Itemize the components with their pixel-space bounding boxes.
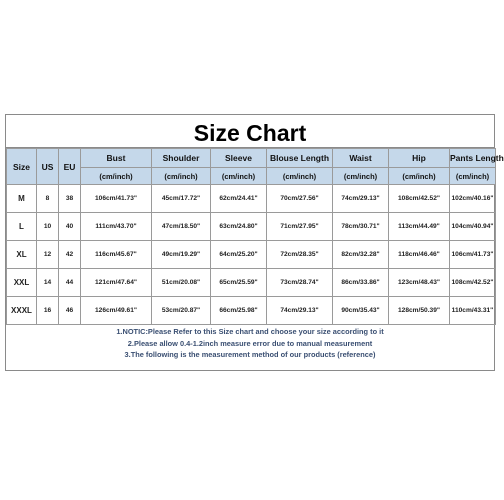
table-cell: 106cm/41.73" (81, 185, 152, 213)
size-cell: XL (7, 241, 37, 269)
table-body (7, 185, 496, 325)
table-cell: 111cm/43.70" (81, 213, 152, 241)
table-cell: 44 (59, 269, 81, 297)
table-cell: 38 (59, 185, 81, 213)
unit-label: (cm/inch) (152, 168, 211, 185)
table-cell: 47cm/18.50" (152, 213, 211, 241)
table-cell: 65cm/25.59" (211, 269, 267, 297)
table-cell: 51cm/20.08" (152, 269, 211, 297)
unit-label: (cm/inch) (333, 168, 389, 185)
note-1: 1.NOTIC:Please Refer to this Size chart and choose your size according to it (116, 327, 384, 336)
chart-title: Size Chart (6, 115, 494, 148)
notes-block (6, 326, 494, 361)
table-cell: 70cm/27.56" (267, 185, 333, 213)
header-shoulder: Shoulder (152, 149, 211, 168)
table-cell: 49cm/19.29" (152, 241, 211, 269)
table-cell: 73cm/28.74" (267, 269, 333, 297)
table-cell: 12 (37, 241, 59, 269)
table-cell: 53cm/20.87" (152, 297, 211, 325)
header-eu: EU (59, 149, 81, 185)
table-cell: 45cm/17.72" (152, 185, 211, 213)
unit-label: (cm/inch) (450, 168, 496, 185)
table-row (7, 297, 496, 325)
table-cell: 46 (59, 297, 81, 325)
size-cell: XXXL (7, 297, 37, 325)
table-cell: 71cm/27.95" (267, 213, 333, 241)
table-cell: 110cm/43.31" (450, 297, 496, 325)
note-3: 3.The following is the measurement method of our products (reference) (124, 350, 376, 359)
table-row (7, 213, 496, 241)
table-cell: 66cm/25.98" (211, 297, 267, 325)
table-cell: 72cm/28.35" (267, 241, 333, 269)
unit-label: (cm/inch) (81, 168, 152, 185)
table-cell: 106cm/41.73" (450, 241, 496, 269)
header-row (7, 149, 496, 168)
table-cell: 74cm/29.13" (333, 185, 389, 213)
table-cell: 62cm/24.41" (211, 185, 267, 213)
table-cell: 40 (59, 213, 81, 241)
header-waist: Waist (333, 149, 389, 168)
table-cell: 82cm/32.28" (333, 241, 389, 269)
table-cell: 123cm/48.43" (389, 269, 450, 297)
header-pants-length: Pants Length (450, 149, 496, 168)
table-cell: 128cm/50.39" (389, 297, 450, 325)
table-cell: 90cm/35.43" (333, 297, 389, 325)
header-hip: Hip (389, 149, 450, 168)
table-cell: 14 (37, 269, 59, 297)
header-sleeve: Sleeve (211, 149, 267, 168)
unit-label: (cm/inch) (267, 168, 333, 185)
table-cell: 8 (37, 185, 59, 213)
table-cell: 63cm/24.80" (211, 213, 267, 241)
note-2: 2.Please allow 0.4-1.2inch measure error due to manual measurement (127, 338, 373, 348)
table-cell: 113cm/44.49" (389, 213, 450, 241)
table-cell: 108cm/42.52" (389, 185, 450, 213)
size-chart-panel (5, 114, 504, 371)
header-us: US (37, 149, 59, 185)
table-cell: 102cm/40.16" (450, 185, 496, 213)
table-cell: 42 (59, 241, 81, 269)
table-row (7, 241, 496, 269)
size-cell: M (7, 185, 37, 213)
table-cell: 116cm/45.67" (81, 241, 152, 269)
table-cell: 86cm/33.86" (333, 269, 389, 297)
table-cell: 126cm/49.61" (81, 297, 152, 325)
table-cell: 104cm/40.94" (450, 213, 496, 241)
table-row (7, 185, 496, 213)
unit-label: (cm/inch) (389, 168, 450, 185)
header-size: Size (7, 149, 37, 185)
unit-label: (cm/inch) (211, 168, 267, 185)
table-cell: 74cm/29.13" (267, 297, 333, 325)
table-cell: 16 (37, 297, 59, 325)
header-blouse-length: Blouse Length (267, 149, 333, 168)
table-cell: 10 (37, 213, 59, 241)
size-cell: L (7, 213, 37, 241)
table-row (7, 269, 496, 297)
table-cell: 121cm/47.64" (81, 269, 152, 297)
table-cell: 118cm/46.46" (389, 241, 450, 269)
unit-row (7, 168, 496, 185)
size-cell: XXL (7, 269, 37, 297)
size-table (6, 148, 504, 325)
table-cell: 78cm/30.71" (333, 213, 389, 241)
table-cell: 64cm/25.20" (211, 241, 267, 269)
table-cell: 108cm/42.52" (450, 269, 496, 297)
header-bust: Bust (81, 149, 152, 168)
